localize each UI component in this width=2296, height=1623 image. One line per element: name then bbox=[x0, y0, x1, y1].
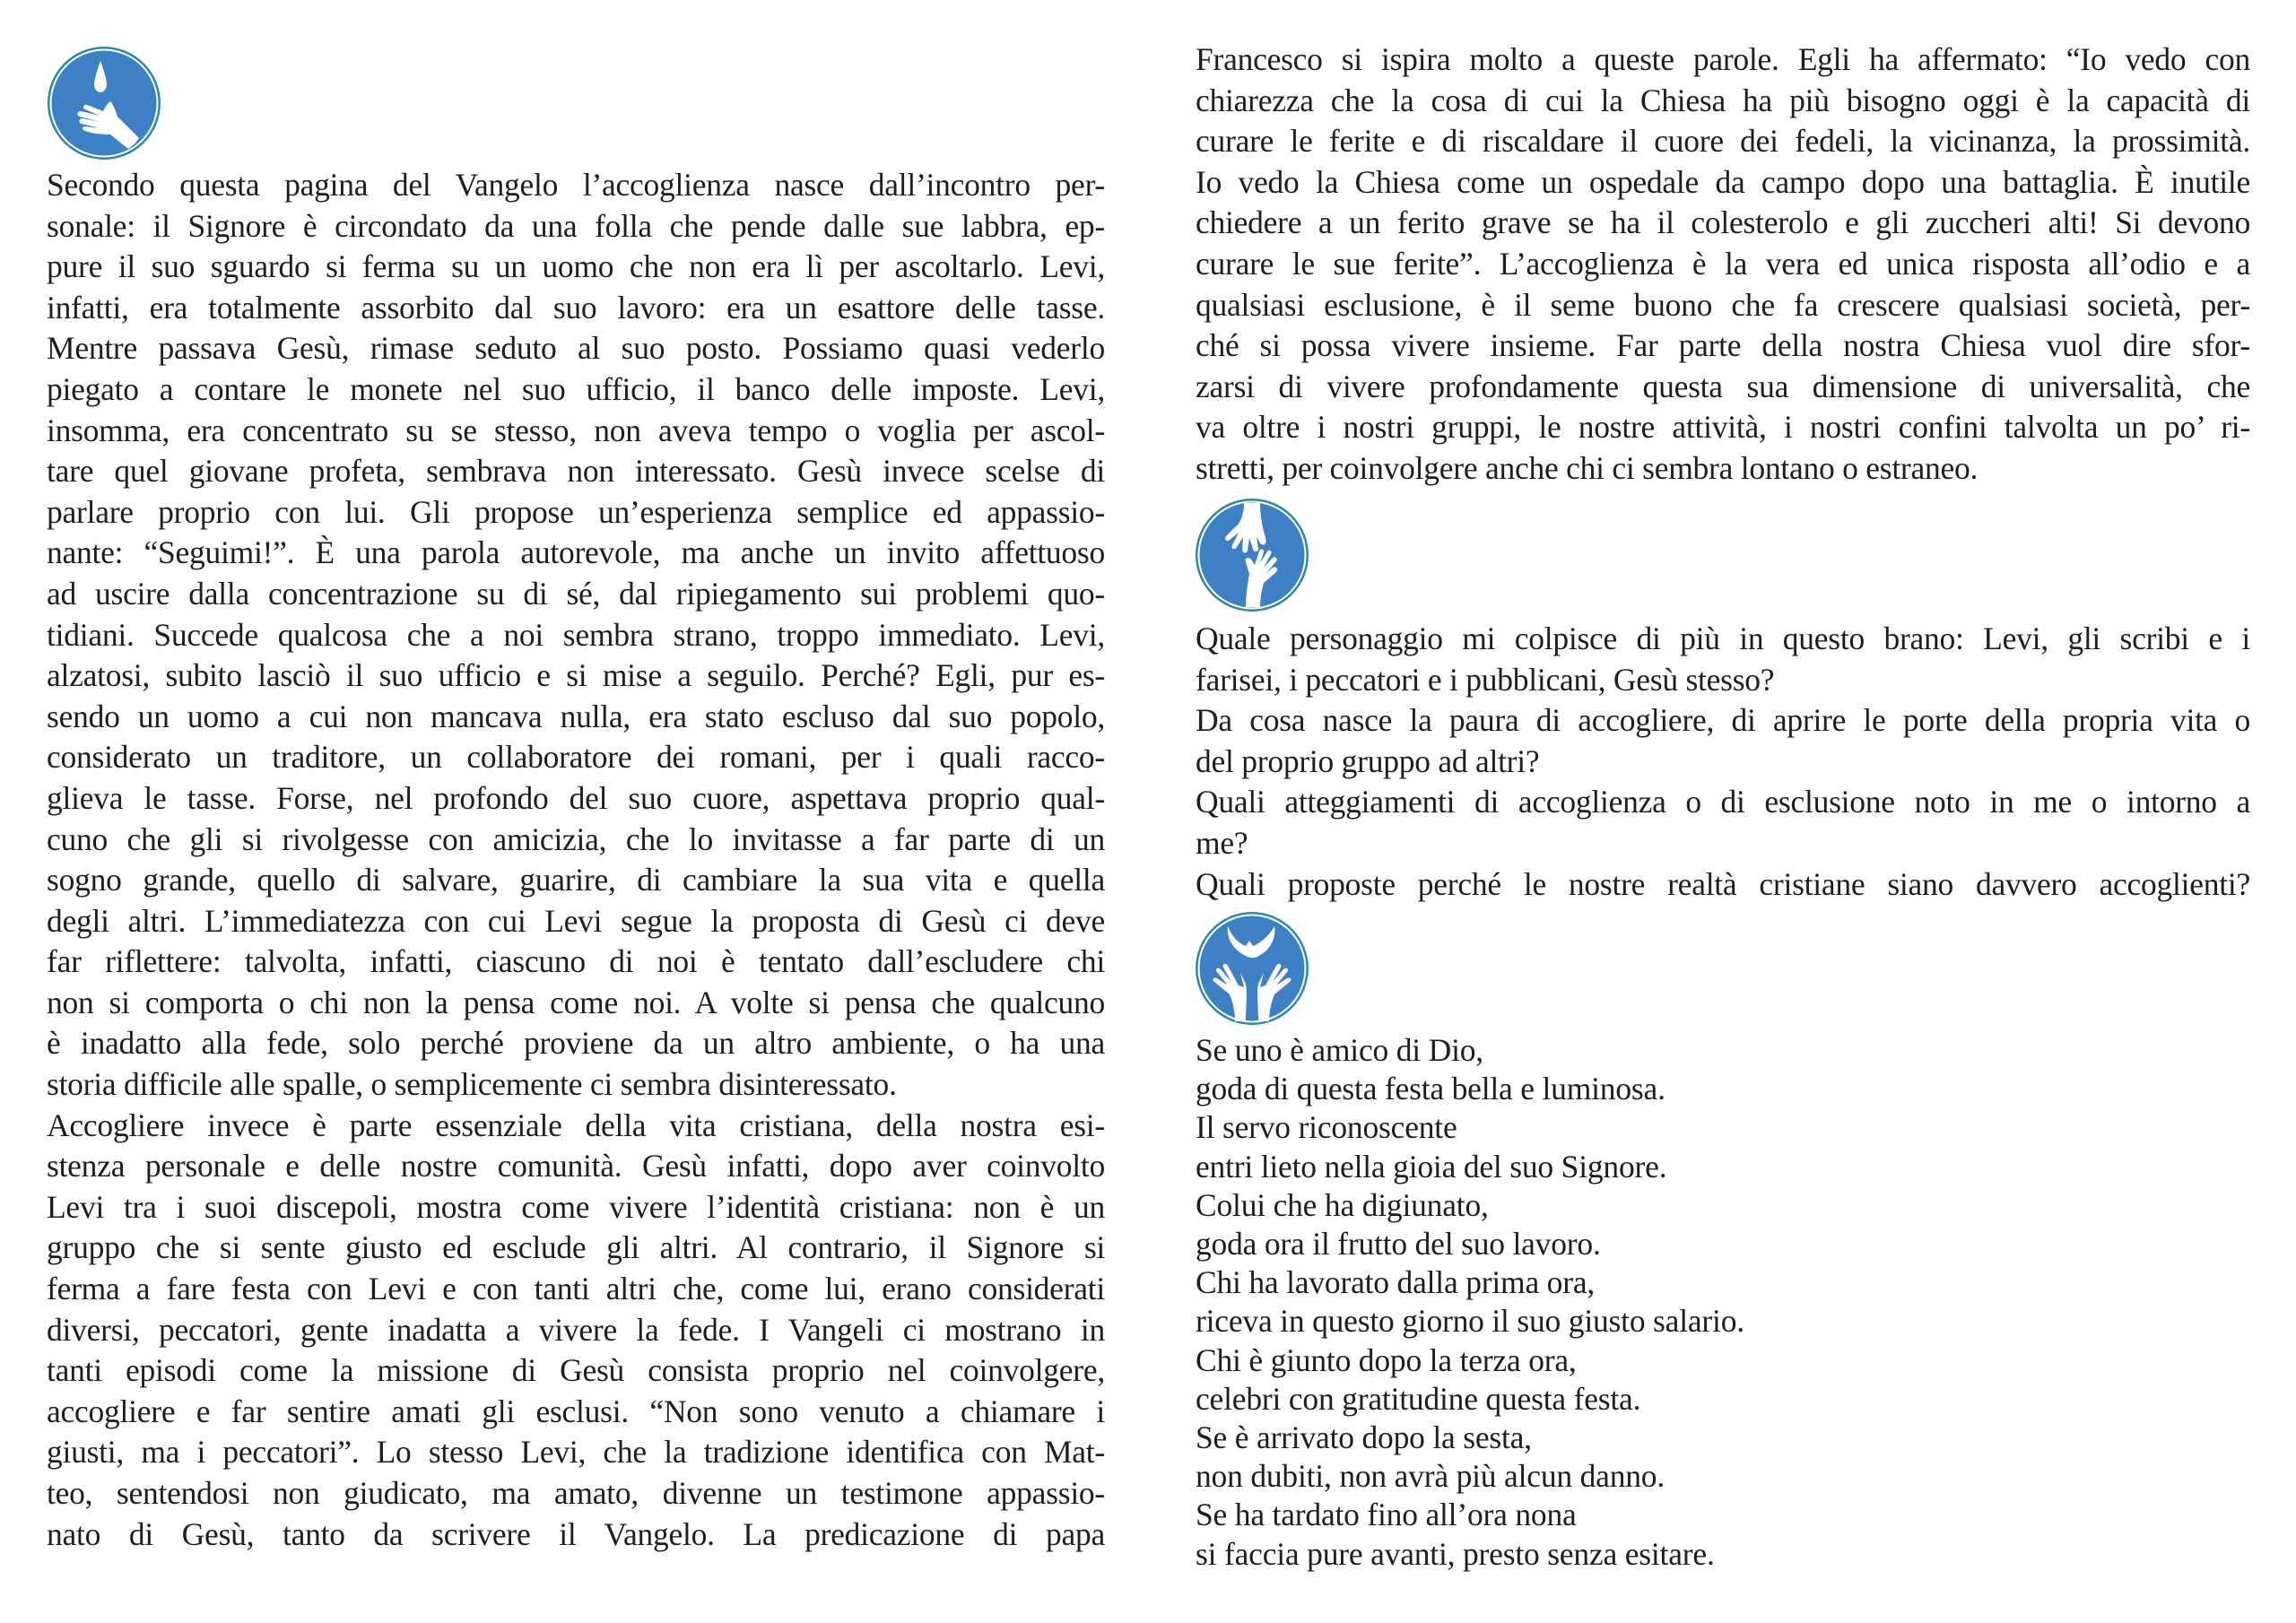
body-line: insomma, era concentrato su se stesso, non aveva tempo o voglia per ascol- bbox=[47, 412, 1105, 448]
water-drop-hand-icon bbox=[46, 45, 162, 161]
body-line: ad uscire dalla concentrazione su di sé, dal ripiegamento sui problemi quo- bbox=[47, 575, 1105, 612]
question-line: me? bbox=[1196, 824, 1248, 861]
body-line: piegato a contare le monete nel suo ufficio, il banco delle imposte. Levi, bbox=[47, 370, 1105, 407]
body-line: nante: “Seguimi!”. È una parola autorevole, ma anche un invito affettuoso bbox=[47, 534, 1105, 571]
body-line: sendo un uomo a cui non mancava nulla, era stato escluso dal suo popolo, bbox=[47, 698, 1105, 734]
body-line: storia difficile alle spalle, o semplicemente ci sembra disinteressato. bbox=[47, 1066, 897, 1103]
question-line: Quali atteggiamenti di accoglienza o di esclusione noto in me o intorno a bbox=[1196, 784, 2250, 820]
body-line: parlare proprio con lui. Gli propose un’esperienza semplice ed appassio- bbox=[47, 493, 1105, 530]
body-line: sonale: il Signore è circondato da una folla che pende dalle sue labbra, ep- bbox=[47, 207, 1105, 244]
body-line: cuno che gli si rivolgesse con amicizia, che lo invitasse a far parte di un bbox=[47, 820, 1105, 857]
body-line: tanti episodi come la missione di Gesù consista proprio nel coinvolgere, bbox=[47, 1352, 1105, 1389]
body-line: Secondo questa pagina del Vangelo l’accoglienza nasce dall’incontro per- bbox=[47, 167, 1105, 203]
body-line: Accogliere invece è parte essenziale della vita cristiana, della nostra esi- bbox=[47, 1107, 1105, 1143]
body-line: gruppo che si sente giusto ed esclude gli altri. Al contrario, il Signore si bbox=[47, 1229, 1105, 1266]
poem-line: Se è arrivato dopo la sesta, bbox=[1196, 1419, 1532, 1456]
body-line: ferma a fare festa con Levi e con tanti altri che, come lui, erano considerati bbox=[47, 1271, 1105, 1307]
left-column-body bbox=[47, 165, 1105, 1555]
poem-line: Colui che ha digiunato, bbox=[1196, 1186, 1489, 1223]
body-line: chiedere a un ferito grave se ha il colesterolo e gli zuccheri alti! Si devono bbox=[1196, 204, 2250, 241]
right-column-body bbox=[1196, 39, 2250, 490]
poem-line: si faccia pure avanti, presto senza esitare. bbox=[1196, 1535, 1715, 1572]
poem-line: non dubiti, non avrà più alcun danno. bbox=[1196, 1458, 1665, 1495]
body-line: nato di Gesù, tanto da scrivere il Vangelo. La predicazione di papa bbox=[47, 1515, 1105, 1552]
body-line: Mentre passava Gesù, rimase seduto al suo posto. Possiamo quasi vederlo bbox=[47, 330, 1105, 367]
prayer-poem bbox=[1196, 1031, 2250, 1574]
poem-line: goda ora il frutto del suo lavoro. bbox=[1196, 1226, 1601, 1263]
body-line: stenza personale e delle nostre comunità. Gesù infatti, dopo aver coinvolto bbox=[47, 1148, 1105, 1185]
body-line: va oltre i nostri gruppi, le nostre attività, i nostri confini talvolta un po’ ri- bbox=[1196, 409, 2250, 446]
poem-line: goda di questa festa bella e luminosa. bbox=[1196, 1071, 1665, 1107]
body-line: ché si possa vivere insieme. Far parte della nostra Chiesa vuol dire sfor- bbox=[1196, 327, 2250, 364]
body-line: alzatosi, subito lasciò il suo ufficio e si mise a seguilo. Perché? Egli, pur es- bbox=[47, 657, 1105, 694]
poem-line: Se uno è amico di Dio, bbox=[1196, 1032, 1483, 1068]
body-line: curare le sue ferite”. L’accoglienza è la vera ed unica risposta all’odio e a bbox=[1196, 245, 2250, 282]
body-line: stretti, per coinvolgere anche chi ci sembra lontano o estraneo. bbox=[1196, 449, 1979, 486]
body-line: glieva le tasse. Forse, nel profondo del suo cuore, aspettava proprio qual- bbox=[47, 779, 1105, 816]
body-line: tidiani. Succede qualcosa che a noi sembra strano, troppo immediato. Levi, bbox=[47, 616, 1105, 653]
body-line: pure il suo sguardo si ferma su un uomo che non era lì per ascoltarlo. Levi, bbox=[47, 248, 1105, 285]
reaching-hands-icon-graphic bbox=[1194, 497, 1310, 613]
body-line: degli altri. L’immediatezza con cui Levi segue la proposta di Gesù ci deve bbox=[47, 902, 1105, 939]
body-line: curare le ferite e di riscaldare il cuore dei fedeli, la vicinanza, la prossimità. bbox=[1196, 123, 2250, 160]
question-line: del proprio gruppo ad altri? bbox=[1196, 742, 1540, 779]
reflection-questions bbox=[1196, 619, 2250, 905]
body-line: Io vedo la Chiesa come un ospedale da campo dopo una battaglia. È inutile bbox=[1196, 163, 2250, 200]
body-line: considerato un traditore, un collaboratore dei romani, per i quali racco- bbox=[47, 739, 1105, 776]
question-line: farisei, i peccatori e i pubblicani, Gesù stesso? bbox=[1196, 661, 1775, 698]
body-line: qualsiasi esclusione, è il seme buono che fa crescere qualsiasi società, per- bbox=[1196, 286, 2250, 323]
dove-raised-hands-icon-graphic bbox=[1194, 910, 1310, 1027]
body-line: sogno grande, quello di salvare, guarire, di cambiare la sua vita e quella bbox=[47, 862, 1105, 898]
body-line: non si comporta o chi non la pensa come noi. A volte si pensa che qualcuno bbox=[47, 984, 1105, 1020]
body-line: Francesco si ispira molto a queste parole. Egli ha affermato: “Io vedo con bbox=[1196, 41, 2250, 77]
poem-line: riceva in questo giorno il suo giusto salario. bbox=[1196, 1303, 1744, 1340]
body-line: tare quel giovane profeta, sembrava non interessato. Gesù invece scelse di bbox=[47, 453, 1105, 490]
poem-line: Chi ha lavorato dalla prima ora, bbox=[1196, 1264, 1596, 1301]
question-line: Da cosa nasce la paura di accogliere, di aprire le porte della propria vita o bbox=[1196, 702, 2250, 739]
poem-line: Il servo riconoscente bbox=[1196, 1109, 1457, 1146]
body-line: chiarezza che la cosa di cui la Chiesa ha più bisogno oggi è la capacità di bbox=[1196, 82, 2250, 118]
body-line: giusti, ma i peccatori”. Lo stesso Levi, che la tradizione identifica con Mat- bbox=[47, 1434, 1105, 1471]
body-line: accogliere e far sentire amati gli esclusi. “Non sono venuto a chiamare i bbox=[47, 1393, 1105, 1429]
body-line: infatti, era totalmente assorbito dal suo lavoro: era un esattore delle tasse. bbox=[47, 289, 1105, 325]
body-line: Levi tra i suoi discepoli, mostra come vivere l’identità cristiana: non è un bbox=[47, 1188, 1105, 1225]
poem-line: Chi è giunto dopo la terza ora, bbox=[1196, 1341, 1577, 1378]
question-line: Quali proposte perché le nostre realtà cristiane siano davvero accoglienti? bbox=[1196, 865, 2250, 902]
poem-line: Se ha tardato fino all’ora nona bbox=[1196, 1497, 1577, 1533]
reaching-hands-icon bbox=[1194, 497, 1310, 613]
body-line: è inadatto alla fede, solo perché proviene da un altro ambiente, o ha una bbox=[47, 1025, 1105, 1062]
body-line: diversi, peccatori, gente inadatta a vivere la fede. I Vangeli ci mostrano in bbox=[47, 1311, 1105, 1348]
body-line: teo, sentendosi non giudicato, ma amato, divenne un testimone appassio- bbox=[47, 1475, 1105, 1511]
body-line: zarsi di vivere profondamente questa sua dimensione di universalità, che bbox=[1196, 368, 2250, 404]
poem-line: entri lieto nella gioia del suo Signore. bbox=[1196, 1148, 1667, 1185]
water-drop-hand-icon-graphic bbox=[46, 45, 162, 161]
question-line: Quale personaggio mi colpisce di più in questo brano: Levi, gli scribi e i bbox=[1196, 621, 2250, 656]
dove-raised-hands-icon bbox=[1194, 910, 1310, 1027]
body-line: far riflettere: talvolta, infatti, ciascuno di noi è tentato dall’escludere chi bbox=[47, 943, 1105, 980]
poem-line: celebri con gratitudine questa festa. bbox=[1196, 1380, 1641, 1417]
